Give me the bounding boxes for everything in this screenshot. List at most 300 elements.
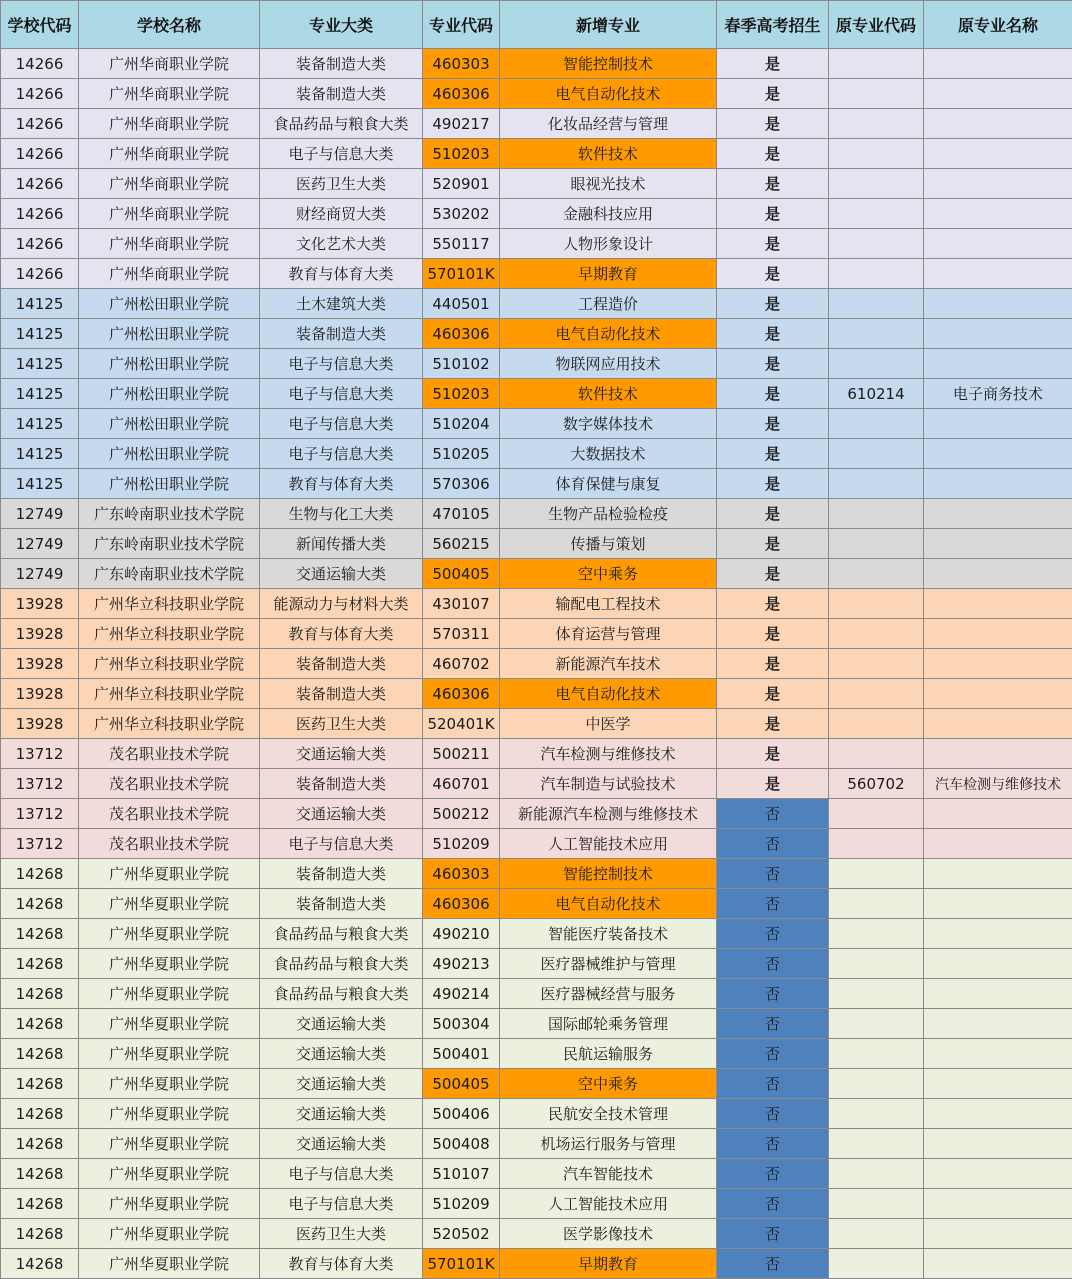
major-code-cell: 510107: [423, 1159, 500, 1189]
original-code-cell: [829, 109, 924, 139]
school-name-cell: 广州华商职业学院: [79, 199, 260, 229]
original-name-cell: [924, 1159, 1072, 1189]
school-code-cell: 12749: [1, 499, 79, 529]
original-name-cell: [924, 439, 1072, 469]
new-major-cell: 汽车制造与试验技术: [500, 769, 717, 799]
table-row: [1, 859, 1072, 889]
spring-enrollment-cell: 是: [717, 589, 829, 619]
school-name-cell: 广州华商职业学院: [79, 79, 260, 109]
original-code-cell: [829, 1039, 924, 1069]
school-name-cell: 广州华商职业学院: [79, 259, 260, 289]
school-name-cell: 广州松田职业学院: [79, 469, 260, 499]
new-major-cell: 软件技术: [500, 379, 717, 409]
spring-enrollment-cell: 是: [717, 469, 829, 499]
major-category-cell: 装备制造大类: [260, 679, 423, 709]
school-name-cell: 广州华夏职业学院: [79, 1189, 260, 1219]
table-row: [1, 499, 1072, 529]
major-code-cell: 560215: [423, 529, 500, 559]
school-code-cell: 14266: [1, 259, 79, 289]
new-major-cell: 人物形象设计: [500, 229, 717, 259]
new-major-cell: 新能源汽车检测与维修技术: [500, 799, 717, 829]
major-code-cell: 500405: [423, 1069, 500, 1099]
spring-enrollment-cell: 否: [717, 799, 829, 829]
original-code-cell: [829, 1129, 924, 1159]
new-major-cell: 金融科技应用: [500, 199, 717, 229]
header-spring-enrollment: 春季高考招生: [717, 1, 829, 49]
original-code-cell: [829, 739, 924, 769]
spring-enrollment-cell: 否: [717, 859, 829, 889]
major-code-cell: 500405: [423, 559, 500, 589]
school-name-cell: 广州华夏职业学院: [79, 1219, 260, 1249]
school-code-cell: 14266: [1, 49, 79, 79]
table-row: [1, 1069, 1072, 1099]
major-category-cell: 文化艺术大类: [260, 229, 423, 259]
new-major-cell: 数字媒体技术: [500, 409, 717, 439]
spring-enrollment-cell: 否: [717, 1219, 829, 1249]
school-code-cell: 14125: [1, 439, 79, 469]
table-row: [1, 1189, 1072, 1219]
original-name-cell: [924, 889, 1072, 919]
table-row: [1, 1159, 1072, 1189]
major-code-cell: 500211: [423, 739, 500, 769]
table-row: [1, 49, 1072, 79]
school-name-cell: 广州华夏职业学院: [79, 1039, 260, 1069]
original-code-cell: 560702: [829, 769, 924, 799]
table-row: [1, 1039, 1072, 1069]
spring-enrollment-cell: 否: [717, 1069, 829, 1099]
school-name-cell: 广州华商职业学院: [79, 169, 260, 199]
original-code-cell: [829, 799, 924, 829]
spring-enrollment-cell: 否: [717, 1159, 829, 1189]
new-major-cell: 传播与策划: [500, 529, 717, 559]
table-row: [1, 259, 1072, 289]
original-code-cell: [829, 919, 924, 949]
original-name-cell: [924, 139, 1072, 169]
original-name-cell: [924, 559, 1072, 589]
school-name-cell: 广州华商职业学院: [79, 109, 260, 139]
school-name-cell: 广州华商职业学院: [79, 229, 260, 259]
school-code-cell: 14268: [1, 949, 79, 979]
school-code-cell: 13712: [1, 799, 79, 829]
new-major-cell: 早期教育: [500, 259, 717, 289]
spring-enrollment-cell: 是: [717, 559, 829, 589]
spring-enrollment-cell: 是: [717, 529, 829, 559]
original-code-cell: [829, 199, 924, 229]
new-major-cell: 智能医疗装备技术: [500, 919, 717, 949]
major-category-cell: 电子与信息大类: [260, 139, 423, 169]
original-name-cell: [924, 199, 1072, 229]
school-code-cell: 14268: [1, 1129, 79, 1159]
school-name-cell: 广州松田职业学院: [79, 379, 260, 409]
original-name-cell: [924, 469, 1072, 499]
major-category-cell: 医药卫生大类: [260, 169, 423, 199]
original-code-cell: [829, 1219, 924, 1249]
new-major-cell: 体育运营与管理: [500, 619, 717, 649]
spring-enrollment-cell: 是: [717, 199, 829, 229]
new-major-cell: 国际邮轮乘务管理: [500, 1009, 717, 1039]
spring-enrollment-cell: 否: [717, 919, 829, 949]
school-name-cell: 广州华立科技职业学院: [79, 619, 260, 649]
school-code-cell: 14266: [1, 79, 79, 109]
major-category-cell: 医药卫生大类: [260, 709, 423, 739]
major-code-cell: 500406: [423, 1099, 500, 1129]
school-name-cell: 广州华夏职业学院: [79, 919, 260, 949]
school-name-cell: 广州华立科技职业学院: [79, 589, 260, 619]
original-name-cell: [924, 1039, 1072, 1069]
original-code-cell: [829, 469, 924, 499]
table-row: [1, 529, 1072, 559]
table-row: [1, 229, 1072, 259]
original-name-cell: [924, 1249, 1072, 1279]
major-category-cell: 装备制造大类: [260, 79, 423, 109]
major-category-cell: 交通运输大类: [260, 1009, 423, 1039]
major-code-cell: 530202: [423, 199, 500, 229]
new-major-cell: 机场运行服务与管理: [500, 1129, 717, 1159]
original-code-cell: [829, 79, 924, 109]
school-code-cell: 12749: [1, 559, 79, 589]
new-major-cell: 物联网应用技术: [500, 349, 717, 379]
original-name-cell: [924, 409, 1072, 439]
school-name-cell: 茂名职业技术学院: [79, 769, 260, 799]
table-body: [1, 49, 1072, 1279]
school-name-cell: 广东岭南职业技术学院: [79, 499, 260, 529]
table-row: [1, 1249, 1072, 1279]
new-major-cell: 医疗器械维护与管理: [500, 949, 717, 979]
major-category-cell: 食品药品与粮食大类: [260, 949, 423, 979]
original-name-cell: [924, 1189, 1072, 1219]
school-name-cell: 广州华夏职业学院: [79, 889, 260, 919]
major-category-cell: 新闻传播大类: [260, 529, 423, 559]
major-code-cell: 570101K: [423, 1249, 500, 1279]
major-category-cell: 电子与信息大类: [260, 1159, 423, 1189]
school-name-cell: 广东岭南职业技术学院: [79, 559, 260, 589]
school-code-cell: 14268: [1, 979, 79, 1009]
table-row: [1, 79, 1072, 109]
school-code-cell: 14125: [1, 469, 79, 499]
original-code-cell: [829, 349, 924, 379]
major-category-cell: 交通运输大类: [260, 559, 423, 589]
major-category-cell: 装备制造大类: [260, 769, 423, 799]
original-name-cell: [924, 169, 1072, 199]
header-school-name: 学校名称: [79, 1, 260, 49]
original-code-cell: [829, 679, 924, 709]
spring-enrollment-cell: 是: [717, 349, 829, 379]
major-category-cell: 教育与体育大类: [260, 259, 423, 289]
table-row: [1, 289, 1072, 319]
original-name-cell: [924, 619, 1072, 649]
new-major-cell: 体育保健与康复: [500, 469, 717, 499]
school-code-cell: 14125: [1, 409, 79, 439]
major-category-cell: 食品药品与粮食大类: [260, 979, 423, 1009]
original-name-cell: 汽车检测与维修技术: [924, 769, 1072, 799]
original-code-cell: [829, 169, 924, 199]
major-category-cell: 装备制造大类: [260, 859, 423, 889]
original-name-cell: [924, 349, 1072, 379]
original-code-cell: [829, 49, 924, 79]
major-category-cell: 电子与信息大类: [260, 1189, 423, 1219]
spring-enrollment-cell: 是: [717, 679, 829, 709]
school-code-cell: 14268: [1, 1069, 79, 1099]
original-name-cell: [924, 529, 1072, 559]
major-code-cell: 570306: [423, 469, 500, 499]
major-code-cell: 570101K: [423, 259, 500, 289]
spring-enrollment-cell: 是: [717, 619, 829, 649]
spring-enrollment-cell: 否: [717, 889, 829, 919]
original-name-cell: [924, 799, 1072, 829]
original-code-cell: [829, 409, 924, 439]
school-name-cell: 茂名职业技术学院: [79, 829, 260, 859]
major-code-cell: 510203: [423, 379, 500, 409]
original-name-cell: [924, 289, 1072, 319]
school-name-cell: 广州华立科技职业学院: [79, 679, 260, 709]
table-row: [1, 559, 1072, 589]
new-major-cell: 人工智能技术应用: [500, 1189, 717, 1219]
original-name-cell: [924, 1129, 1072, 1159]
school-name-cell: 广东岭南职业技术学院: [79, 529, 260, 559]
original-code-cell: [829, 1009, 924, 1039]
original-code-cell: [829, 709, 924, 739]
original-code-cell: [829, 529, 924, 559]
original-name-cell: [924, 259, 1072, 289]
new-major-cell: 民航安全技术管理: [500, 1099, 717, 1129]
original-code-cell: [829, 589, 924, 619]
new-major-cell: 中医学: [500, 709, 717, 739]
major-category-cell: 装备制造大类: [260, 319, 423, 349]
major-category-cell: 教育与体育大类: [260, 469, 423, 499]
major-code-cell: 460306: [423, 319, 500, 349]
new-major-cell: 医疗器械经营与服务: [500, 979, 717, 1009]
school-code-cell: 14268: [1, 1249, 79, 1279]
original-name-cell: [924, 499, 1072, 529]
major-code-cell: 510209: [423, 1189, 500, 1219]
table-row: [1, 919, 1072, 949]
major-code-cell: 570311: [423, 619, 500, 649]
header-major-category: 专业大类: [260, 1, 423, 49]
table-row: [1, 679, 1072, 709]
table-row: [1, 1099, 1072, 1129]
table-row: [1, 319, 1072, 349]
major-category-cell: 能源动力与材料大类: [260, 589, 423, 619]
major-code-cell: 510203: [423, 139, 500, 169]
major-category-cell: 土木建筑大类: [260, 289, 423, 319]
school-code-cell: 14268: [1, 1159, 79, 1189]
spring-enrollment-cell: 否: [717, 1189, 829, 1219]
school-code-cell: 14268: [1, 1009, 79, 1039]
new-major-cell: 空中乘务: [500, 1069, 717, 1099]
school-code-cell: 14268: [1, 889, 79, 919]
original-name-cell: [924, 109, 1072, 139]
major-code-cell: 430107: [423, 589, 500, 619]
original-name-cell: [924, 589, 1072, 619]
major-category-cell: 电子与信息大类: [260, 349, 423, 379]
spring-enrollment-cell: 是: [717, 49, 829, 79]
new-major-cell: 新能源汽车技术: [500, 649, 717, 679]
spring-enrollment-cell: 是: [717, 259, 829, 289]
school-name-cell: 广州华夏职业学院: [79, 1009, 260, 1039]
original-code-cell: [829, 439, 924, 469]
school-name-cell: 广州华立科技职业学院: [79, 649, 260, 679]
original-name-cell: [924, 649, 1072, 679]
table-row: [1, 469, 1072, 499]
spring-enrollment-cell: 否: [717, 1009, 829, 1039]
major-code-cell: 490217: [423, 109, 500, 139]
major-category-cell: 交通运输大类: [260, 739, 423, 769]
major-code-cell: 460303: [423, 49, 500, 79]
school-code-cell: 13928: [1, 679, 79, 709]
original-code-cell: [829, 499, 924, 529]
original-name-cell: [924, 79, 1072, 109]
major-code-cell: 460306: [423, 679, 500, 709]
new-major-cell: 软件技术: [500, 139, 717, 169]
major-code-cell: 490214: [423, 979, 500, 1009]
major-category-cell: 交通运输大类: [260, 799, 423, 829]
table-row: [1, 109, 1072, 139]
major-code-cell: 490210: [423, 919, 500, 949]
spring-enrollment-cell: 是: [717, 439, 829, 469]
spring-enrollment-cell: 是: [717, 79, 829, 109]
major-code-cell: 510204: [423, 409, 500, 439]
spring-enrollment-cell: 否: [717, 1039, 829, 1069]
original-name-cell: [924, 319, 1072, 349]
original-code-cell: [829, 649, 924, 679]
school-code-cell: 14266: [1, 229, 79, 259]
new-major-cell: 空中乘务: [500, 559, 717, 589]
spring-enrollment-cell: 否: [717, 979, 829, 1009]
new-major-cell: 输配电工程技术: [500, 589, 717, 619]
spring-enrollment-cell: 是: [717, 709, 829, 739]
original-name-cell: [924, 1069, 1072, 1099]
new-major-cell: 电气自动化技术: [500, 889, 717, 919]
original-code-cell: [829, 1249, 924, 1279]
major-code-cell: 510209: [423, 829, 500, 859]
table-row: [1, 409, 1072, 439]
header-row: [1, 1, 1072, 49]
header-original-name: 原专业名称: [924, 1, 1072, 49]
school-code-cell: 14268: [1, 1039, 79, 1069]
school-name-cell: 广州松田职业学院: [79, 319, 260, 349]
original-name-cell: [924, 1009, 1072, 1039]
original-code-cell: [829, 259, 924, 289]
spring-enrollment-cell: 是: [717, 289, 829, 319]
original-code-cell: [829, 319, 924, 349]
table-row: [1, 949, 1072, 979]
major-code-cell: 500401: [423, 1039, 500, 1069]
new-major-cell: 医学影像技术: [500, 1219, 717, 1249]
table-row: [1, 1129, 1072, 1159]
major-code-cell: 500304: [423, 1009, 500, 1039]
original-code-cell: [829, 559, 924, 589]
header-new-major: 新增专业: [500, 1, 717, 49]
new-major-cell: 眼视光技术: [500, 169, 717, 199]
major-code-cell: 500212: [423, 799, 500, 829]
school-name-cell: 广州华夏职业学院: [79, 1069, 260, 1099]
major-category-cell: 教育与体育大类: [260, 619, 423, 649]
school-name-cell: 广州华夏职业学院: [79, 1159, 260, 1189]
major-code-cell: 520502: [423, 1219, 500, 1249]
new-major-cell: 汽车智能技术: [500, 1159, 717, 1189]
table-row: [1, 1009, 1072, 1039]
table-row: [1, 709, 1072, 739]
spring-enrollment-cell: 否: [717, 949, 829, 979]
original-code-cell: [829, 1099, 924, 1129]
school-code-cell: 14268: [1, 919, 79, 949]
major-category-cell: 电子与信息大类: [260, 439, 423, 469]
new-major-cell: 早期教育: [500, 1249, 717, 1279]
table-row: [1, 439, 1072, 469]
school-code-cell: 13928: [1, 649, 79, 679]
school-code-cell: 14125: [1, 349, 79, 379]
original-code-cell: [829, 829, 924, 859]
major-code-cell: 460306: [423, 79, 500, 109]
original-code-cell: [829, 1159, 924, 1189]
major-category-cell: 教育与体育大类: [260, 1249, 423, 1279]
table-row: [1, 139, 1072, 169]
major-category-cell: 交通运输大类: [260, 1039, 423, 1069]
major-code-cell: 500408: [423, 1129, 500, 1159]
school-name-cell: 广州华夏职业学院: [79, 859, 260, 889]
new-major-cell: 电气自动化技术: [500, 679, 717, 709]
original-code-cell: [829, 1189, 924, 1219]
new-major-cell: 电气自动化技术: [500, 319, 717, 349]
spring-enrollment-cell: 是: [717, 139, 829, 169]
school-code-cell: 14266: [1, 169, 79, 199]
school-code-cell: 13712: [1, 829, 79, 859]
spring-enrollment-cell: 是: [717, 769, 829, 799]
school-name-cell: 广州华夏职业学院: [79, 979, 260, 1009]
major-code-cell: 490213: [423, 949, 500, 979]
major-category-cell: 生物与化工大类: [260, 499, 423, 529]
table-row: [1, 589, 1072, 619]
table-row: [1, 649, 1072, 679]
school-code-cell: 14266: [1, 139, 79, 169]
spring-enrollment-cell: 否: [717, 1249, 829, 1279]
original-code-cell: [829, 619, 924, 649]
major-code-cell: 460701: [423, 769, 500, 799]
original-name-cell: [924, 949, 1072, 979]
table-row: [1, 199, 1072, 229]
new-major-cell: 汽车检测与维修技术: [500, 739, 717, 769]
new-major-cell: 民航运输服务: [500, 1039, 717, 1069]
school-name-cell: 广州华夏职业学院: [79, 949, 260, 979]
spring-enrollment-cell: 是: [717, 739, 829, 769]
original-code-cell: [829, 949, 924, 979]
school-code-cell: 13928: [1, 709, 79, 739]
original-name-cell: [924, 679, 1072, 709]
major-code-cell: 470105: [423, 499, 500, 529]
spring-enrollment-cell: 是: [717, 649, 829, 679]
spring-enrollment-cell: 否: [717, 1099, 829, 1129]
header-school-code: 学校代码: [1, 1, 79, 49]
new-major-cell: 大数据技术: [500, 439, 717, 469]
original-name-cell: 电子商务技术: [924, 379, 1072, 409]
spring-enrollment-cell: 否: [717, 1129, 829, 1159]
original-code-cell: [829, 229, 924, 259]
major-code-cell: 460303: [423, 859, 500, 889]
new-major-cell: 工程造价: [500, 289, 717, 319]
spring-enrollment-cell: 是: [717, 229, 829, 259]
major-category-cell: 财经商贸大类: [260, 199, 423, 229]
school-code-cell: 14125: [1, 379, 79, 409]
major-code-cell: 550117: [423, 229, 500, 259]
new-major-cell: 电气自动化技术: [500, 79, 717, 109]
spring-enrollment-cell: 是: [717, 169, 829, 199]
school-name-cell: 广州松田职业学院: [79, 409, 260, 439]
table-row: [1, 1219, 1072, 1249]
spring-enrollment-cell: 是: [717, 319, 829, 349]
table-row: [1, 799, 1072, 829]
original-name-cell: [924, 1219, 1072, 1249]
original-name-cell: [924, 49, 1072, 79]
